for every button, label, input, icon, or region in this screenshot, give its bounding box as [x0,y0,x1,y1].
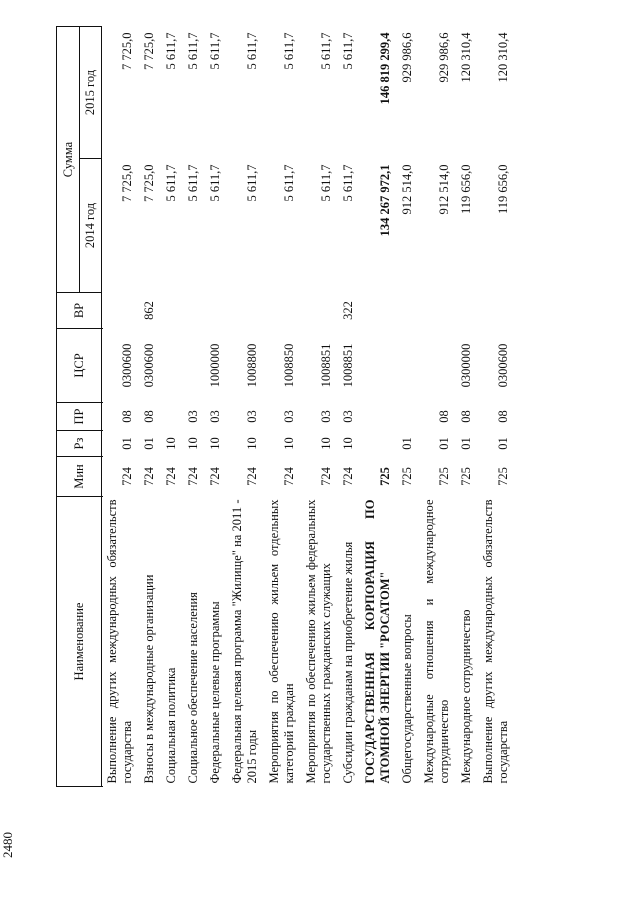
cell-name: Социальное обеспечение населения [186,592,200,784]
table-row [397,27,419,787]
budget-table [56,26,515,787]
cell-pr [360,403,397,431]
table-row [338,27,360,787]
cell-rz: 10 [208,437,222,450]
cell-y2015: 929 986,6 [437,32,451,83]
header-name: Наименование [57,497,102,787]
cell-name: Мероприятия по обеспечению жильем отдельных категорий граждан [267,499,296,784]
header-2014: 2014 год [80,159,102,293]
cell-min: 724 [208,467,222,486]
cell-y2014: 7 725,0 [142,164,156,202]
cell-pr: 03 [186,410,200,423]
cell-name: Федеральные целевые программы [208,601,222,784]
cell-y2014: 5 611,7 [208,164,222,202]
cell-name: Выполнение других международных обязательств государства [481,499,510,784]
cell-y2015: 929 986,6 [400,32,414,83]
cell-csr: 0300600 [496,343,510,388]
table-row [102,27,140,787]
cell-vr [478,293,515,329]
cell-y2015: 5 611,7 [282,32,296,70]
cell-csr: 1008850 [282,343,296,388]
cell-y2015: 5 611,7 [164,32,178,70]
cell-csr: 1000000 [208,343,222,388]
cell-vr [183,293,205,329]
cell-y2014: 119 656,0 [496,164,510,215]
header-csr: ЦСР [57,329,102,403]
table-row [161,27,183,787]
cell-pr: 08 [496,410,510,423]
table-row [227,27,264,787]
cell-y2015: 120 310,4 [459,32,473,83]
cell-rz: 01 [142,437,156,450]
table-row [360,27,397,787]
cell-y2014: 5 611,7 [186,164,200,202]
cell-name: Международное сотрудничество [459,609,473,784]
cell-y2014: 5 611,7 [341,164,355,202]
cell-vr [301,293,338,329]
cell-rz: 10 [186,437,200,450]
cell-csr: 1008851 [319,343,333,388]
cell-name: Взносы в международные организации [142,574,156,784]
cell-vr [397,293,419,329]
cell-rz: 10 [245,437,259,450]
cell-vr [419,293,456,329]
cell-vr [264,293,301,329]
cell-min: 725 [378,467,392,486]
table-row [183,27,205,787]
cell-pr: 03 [245,410,259,423]
cell-y2015: 5 611,7 [319,32,333,70]
cell-pr [397,403,419,431]
cell-csr [397,329,419,403]
cell-y2015: 7 725,0 [120,32,134,70]
cell-vr: 862 [142,301,156,320]
cell-y2015: 146 819 299,4 [378,32,392,105]
table-row [301,27,338,787]
cell-min: 725 [437,467,451,486]
cell-pr: 08 [142,410,156,423]
header-2015: 2015 год [80,27,102,159]
cell-min: 724 [282,467,296,486]
cell-rz: 01 [120,437,134,450]
cell-rz: 01 [437,437,451,450]
header-sum: Сумма [57,27,80,293]
cell-vr [360,293,397,329]
cell-y2014: 5 611,7 [282,164,296,202]
cell-min: 724 [186,467,200,486]
cell-min: 725 [459,467,473,486]
cell-csr [183,329,205,403]
cell-y2014: 5 611,7 [245,164,259,202]
table-body [102,27,516,787]
cell-name: Общегосударственные вопросы [400,614,414,784]
cell-rz: 10 [282,437,296,450]
cell-rz: 01 [400,437,414,450]
cell-y2014: 5 611,7 [164,164,178,202]
cell-csr: 1008800 [245,343,259,388]
page-number: 2480 [0,832,15,858]
cell-name: Международные отношения и международное сотрудничество [422,499,451,784]
cell-name: Федеральная целевая программа "Жилище" на 2011 - 2015 годы [230,499,259,784]
cell-csr: 0300600 [120,343,134,388]
cell-y2014: 5 611,7 [319,164,333,202]
cell-vr [102,293,140,329]
cell-csr: 0300000 [459,343,473,388]
table-row [139,27,161,787]
table-row [456,27,478,787]
cell-csr: 1008851 [341,343,355,388]
cell-y2014: 912 514,0 [437,164,451,215]
cell-csr [419,329,456,403]
table-row [478,27,515,787]
header-vr: ВР [57,293,102,329]
header-min: Мин [57,457,102,497]
cell-min: 724 [164,467,178,486]
cell-pr: 03 [208,410,222,423]
cell-y2014: 134 267 972,1 [378,164,392,237]
cell-y2014: 119 656,0 [459,164,473,215]
cell-y2015: 7 725,0 [142,32,156,70]
cell-pr: 03 [282,410,296,423]
cell-pr: 03 [319,410,333,423]
cell-vr: 322 [341,301,355,320]
cell-y2015: 5 611,7 [341,32,355,70]
cell-name: Мероприятия по обеспечению жильем федеральных государственных гражданских служащих [304,499,333,784]
cell-rz: 01 [496,437,510,450]
cell-min: 725 [400,467,414,486]
cell-pr [161,403,183,431]
cell-rz: 01 [459,437,473,450]
cell-min: 724 [319,467,333,486]
cell-rz [360,431,397,457]
cell-pr: 08 [120,410,134,423]
cell-name: Социальная политика [164,667,178,784]
cell-y2014: 7 725,0 [120,164,134,202]
cell-pr: 03 [341,410,355,423]
cell-y2014: 912 514,0 [400,164,414,215]
cell-rz: 10 [164,437,178,450]
cell-y2015: 5 611,7 [245,32,259,70]
cell-rz: 10 [341,437,355,450]
cell-min: 724 [120,467,134,486]
cell-min: 725 [496,467,510,486]
cell-name: ГОСУДАРСТВЕННАЯ КОРПОРАЦИЯ ПО АТОМНОЙ ЭНЕРГИИ "РОСАТОМ" [363,499,392,784]
cell-vr [227,293,264,329]
table-row [264,27,301,787]
cell-csr [161,329,183,403]
cell-y2015: 120 310,4 [496,32,510,83]
cell-y2015: 5 611,7 [186,32,200,70]
cell-min: 724 [245,467,259,486]
table-row [419,27,456,787]
header-pr: ПР [57,403,102,431]
cell-pr: 08 [437,410,451,423]
cell-y2015: 5 611,7 [208,32,222,70]
cell-min: 724 [341,467,355,486]
cell-pr: 08 [459,410,473,423]
cell-name: Субсидии гражданам на приобретение жилья [341,541,355,784]
cell-vr [205,293,227,329]
header-rz: Рз [57,431,102,457]
cell-vr [161,293,183,329]
table-row [205,27,227,787]
cell-name: Выполнение других международных обязательств государства [105,499,134,784]
cell-csr: 0300600 [142,343,156,388]
cell-csr [360,329,397,403]
cell-vr [456,293,478,329]
cell-min: 724 [142,467,156,486]
cell-rz: 10 [319,437,333,450]
